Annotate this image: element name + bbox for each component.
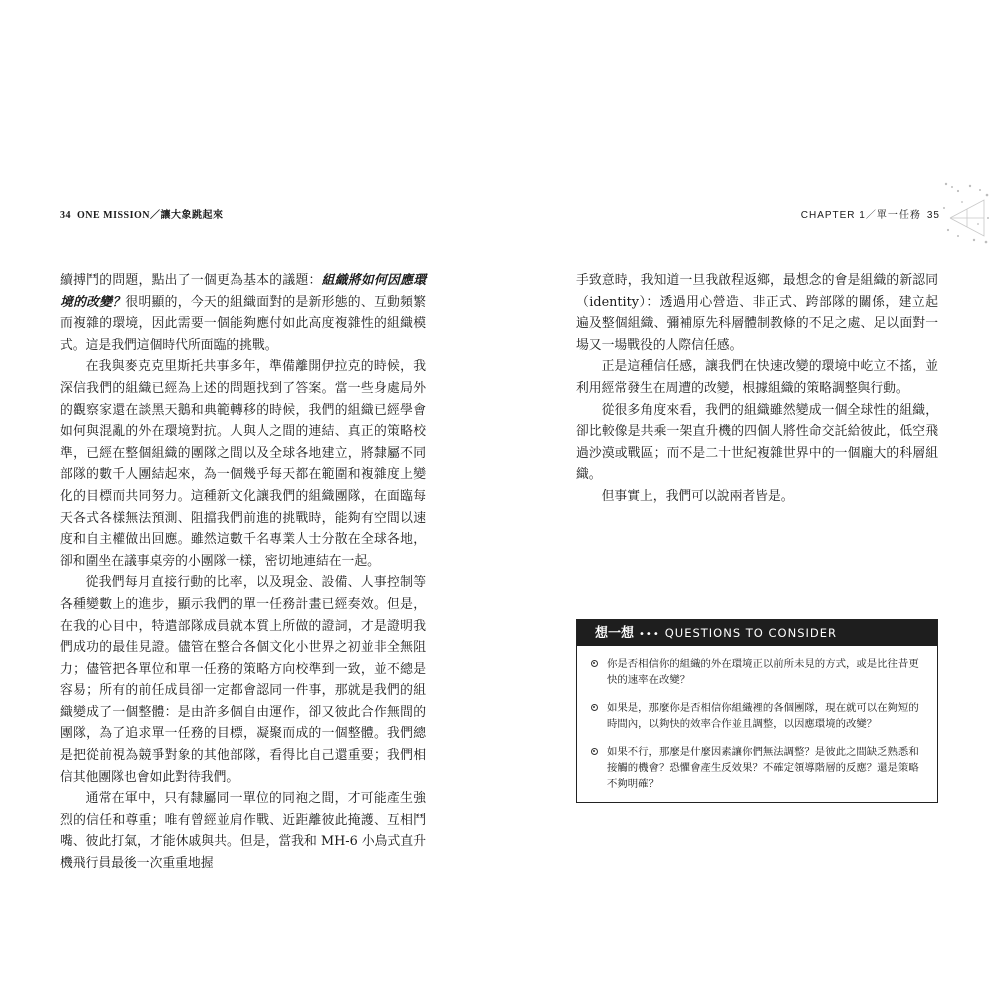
left-paragraph-1-continuation: 很明顯的，今天的組織面對的是新形態的、互動頻繁而複雜的環境，因此需要一個能夠應付如此高度複雜性的組織模式。這是我們這個時代所面臨的挑戰。: [60, 294, 427, 353]
right-page-chapter-title: CHAPTER 1／單一任務: [800, 210, 921, 221]
left-paragraph-3: 從我們每月直接行動的比率，以及現金、設備、人事控制等各種變數上的進步，顯示我們的單一任務計畫已經奏效。但是，在我的心目中，特遣部隊成員就本質上所做的證詞，才是證明我們成功的最佳見證。儘管在整合各個文化小世界之初並非全無阻力；儘管把各單位和單一任務的策略方向校準到一致，並不總是容易；所有的前任成員卻一定都會認同一件事，那就是我們的組織變成了一個整體：是由許多個自由運作，卻又彼此合作無間的團隊，為了追求單一任務的目標，凝聚而成的一個整體。我們總是把從前視為競爭對象的其他部隊，看得比自己還重要；我們相信其他團隊也會如此對待我們。: [60, 575, 426, 785]
questions-list: [577, 646, 937, 792]
geometric-ornament-icon: [940, 178, 992, 250]
target-bullet-icon: [591, 704, 598, 711]
right-paragraph-3: 從很多角度來看，我們的組織雖然變成一個全球性的組織，卻比較像是共乘一架直升機的四個人將性命交託給彼此，低空飛過沙漠或戰區；而不是二十世紀複雜世界中的一個龐大的科層組織。: [576, 402, 938, 483]
question-item: [591, 656, 925, 688]
left-paragraph-1: [60, 270, 426, 356]
left-paragraph-1-text: 續搏鬥的問題，點出了一個更為基本的議題：: [60, 273, 322, 288]
right-paragraph-1: 手致意時，我知道一旦我啟程返鄉，最想念的會是組織的新認同（identity）：透過用心營造、非正式、跨部隊的關係，建立起遍及整個組織、彌補原先科層體制教條的不足之處、足以面對一場又一場戰役的人際信任感。: [576, 273, 938, 353]
left-page-number: 34: [60, 210, 71, 221]
right-page-body: [576, 270, 938, 508]
right-paragraph-4: 但事實上，我們可以說兩者皆是。: [601, 488, 794, 504]
left-paragraph-2: 在我與麥克克里斯托共事多年，準備離開伊拉克的時候，我深信我們的組織已經為上述的問題找到了答案。當一些身處局外的觀察家還在談黑天鵝和典範轉移的時候，我們的組織已經學會如何與混亂的外在環境對抗。人與人之間的連結、真正的策略校準，已經在整個組織的團隊之間以及全球各地建立，將隸屬不同部隊的數千人團結起來，為一個幾乎每天都在範圍和複雜度上變化的目標而共同努力。這種新文化讓我們的組織團隊，在面臨每天各式各樣無法預測、阻擋我們前進的挑戰時，能夠有空間以速度和自主權做出回應。雖然這數千名專業人士分散在全球各地，卻和圍坐在議事桌旁的小團隊一樣，密切地連結在一起。: [60, 359, 426, 569]
questions-box-title-en: QUESTIONS TO CONSIDER: [664, 626, 837, 640]
left-page-body: [60, 270, 426, 875]
question-item: [591, 700, 925, 732]
right-page-number: 35: [926, 210, 940, 221]
question-3-text: 如果不行，那麼是什麼因素讓你們無法調整？是彼此之間缺乏熟悉和接觸的機會？恐懼會產生反效果？不確定領導階層的反應？還是策略不夠明確？: [607, 746, 919, 790]
left-paragraph-4: 通常在軍中，只有隸屬同一單位的同袍之間，才可能產生強烈的信任和尊重；唯有曾經並肩作戰、近距離彼此掩護、互相鬥嘴、彼此打氣，才能休戚與共。但是，當我和 MH-6 小鳥式直升機飛行員最後一次重重地握: [60, 791, 426, 872]
questions-box-dots: •••: [639, 629, 660, 640]
right-paragraph-2: 正是這種信任感，讓我們在快速改變的環境中屹立不搖，並利用經常發生在周遭的改變，根據組織的策略調整與行動。: [576, 359, 938, 396]
question-2-text: 如果是，那麼你是否相信你組織裡的各個團隊，現在就可以在夠短的時間內，以夠快的效率合作並且調整，以因應環境的改變？: [607, 702, 919, 730]
right-page-header: [801, 206, 940, 221]
left-paragraph-1-emphasis: 組織將如何因應環境的改變？: [60, 273, 427, 310]
target-bullet-icon: [591, 748, 598, 755]
target-bullet-icon: [591, 660, 598, 667]
question-1-text: 你是否相信你的組織的外在環境正以前所未見的方式，或是比往昔更快的速率在改變？: [607, 658, 919, 686]
question-item: [591, 744, 925, 792]
left-page-running-title: ONE MISSION／讓大象跳起來: [77, 210, 224, 221]
questions-to-consider-box: [576, 619, 938, 803]
left-page-header: [60, 206, 224, 221]
questions-box-title-zh: 想一想: [595, 626, 635, 641]
questions-box-header: [577, 620, 937, 646]
